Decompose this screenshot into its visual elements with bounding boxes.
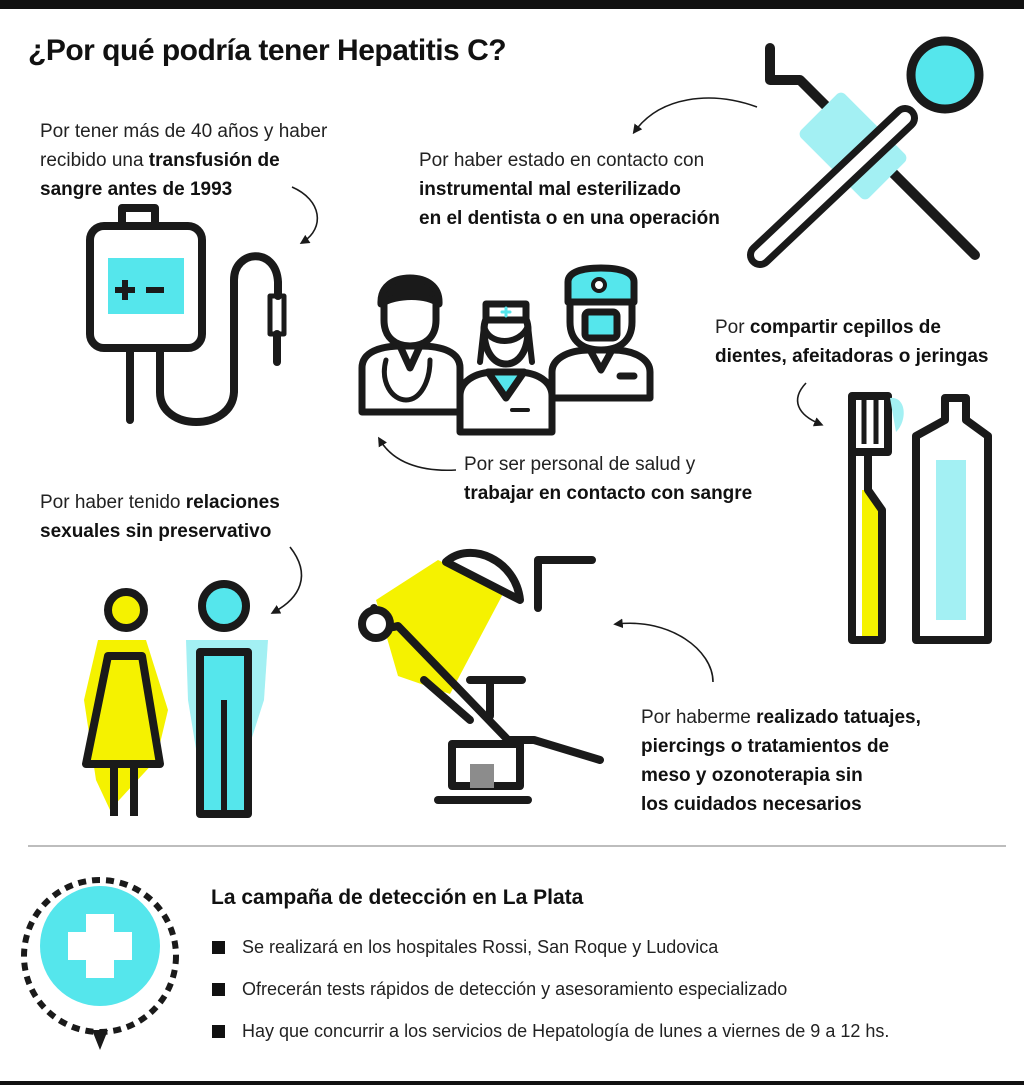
campaign-bullet: Hay que concurrir a los servicios de Hepatología de lunes a viernes de 9 a 12 hs. — [212, 1019, 889, 1061]
cause-health-staff — [464, 450, 752, 508]
cause-line: piercings o tratamientos de — [641, 736, 890, 757]
cause-line: en el dentista o en una operación — [419, 208, 720, 229]
arrow-tattoo — [617, 623, 713, 682]
cause-line: Por haber estado en contacto con — [419, 150, 705, 171]
blood-bag-icon — [90, 208, 284, 422]
cause-line: Por ser personal de salud y — [464, 454, 696, 475]
cause-line: los cuidados necesarios — [641, 794, 862, 815]
section-divider — [28, 845, 1006, 847]
toothbrush-toothpaste-icon — [852, 396, 988, 640]
campaign-title: La campaña de detección en La Plata — [211, 886, 584, 909]
bullet-square-icon — [212, 941, 225, 954]
cause-line: instrumental mal esterilizado — [419, 179, 681, 200]
page-title: ¿Por qué podría tener Hepatitis C? — [28, 34, 507, 67]
cause-instruments — [419, 146, 720, 233]
cause-line: Por tener más de 40 años y haber — [40, 121, 328, 142]
cause-line: Por compartir cepillos de — [715, 317, 941, 338]
cause-line: dientes, afeitadoras o jeringas — [715, 346, 989, 367]
arrow-staff — [380, 440, 456, 470]
campaign-bullet: Ofrecerán tests rápidos de detección y asesoramiento especializado — [212, 977, 889, 1019]
cause-line: Por haber tenido relaciones — [40, 492, 280, 513]
arrow-couple — [274, 547, 301, 612]
cause-unprotected-sex — [40, 488, 280, 546]
campaign-bullet: Se realizará en los hospitales Rossi, San Roque y Ludovica — [212, 935, 889, 977]
cause-line: recibido una transfusión de — [40, 150, 280, 171]
couple-icon — [84, 584, 268, 816]
health-staff-icon — [362, 268, 650, 432]
cause-line: meso y ozonoterapia sin — [641, 765, 863, 786]
medical-cross-icon — [24, 880, 176, 1050]
cause-line: sexuales sin preservativo — [40, 521, 272, 542]
cause-line: trabajar en contacto con sangre — [464, 483, 753, 504]
bullet-square-icon — [212, 1025, 225, 1038]
cause-transfusion — [40, 117, 327, 204]
cause-line: Por haberme realizado tatuajes, — [641, 707, 921, 728]
cause-shared-items — [715, 313, 988, 371]
arrow-instruments — [635, 98, 757, 131]
cause-tattoos — [641, 703, 921, 819]
bottom-rule — [0, 1081, 1024, 1085]
cause-line: sangre antes de 1993 — [40, 179, 233, 200]
dental-tools-icon — [760, 41, 979, 255]
campaign-list — [212, 935, 889, 1061]
arrow-toothbrush — [798, 383, 820, 424]
bullet-square-icon — [212, 983, 225, 996]
dental-chair-icon — [362, 553, 600, 800]
